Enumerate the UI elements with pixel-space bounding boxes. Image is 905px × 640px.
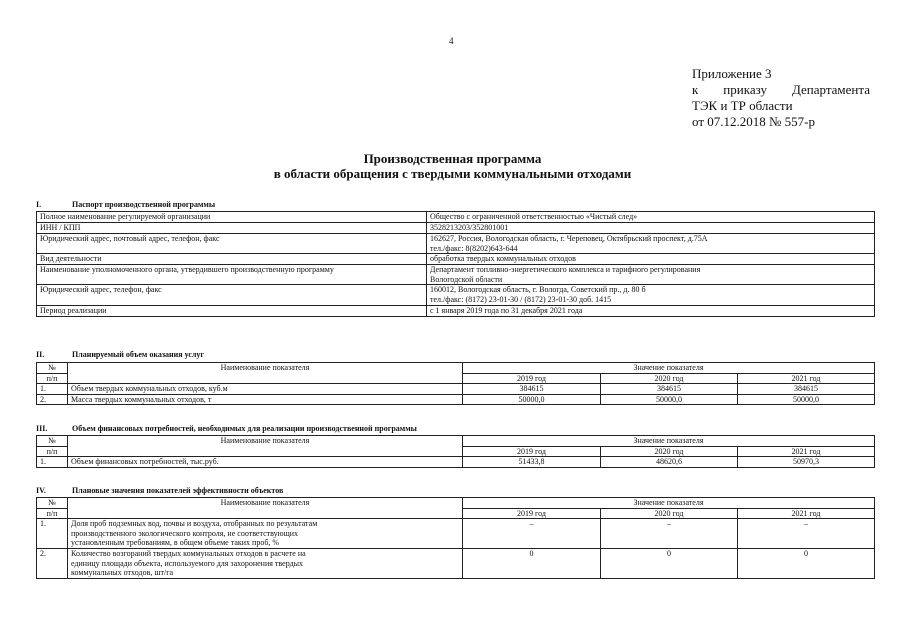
col-num-header-2: п/п bbox=[37, 446, 68, 457]
section-1-heading bbox=[36, 200, 874, 210]
section-3-number: III. bbox=[36, 424, 48, 433]
table-row bbox=[37, 305, 875, 316]
efficiency-table bbox=[36, 497, 875, 579]
passport-label: Период реализации bbox=[37, 305, 427, 316]
table-row bbox=[37, 394, 875, 405]
section-4-number: IV. bbox=[36, 486, 46, 495]
col-value-header: Значение показателя bbox=[463, 363, 875, 374]
title-line-2: в области обращения с твердыми коммунальными отходами bbox=[273, 166, 632, 181]
row-value: 0 bbox=[463, 548, 601, 578]
finance-table bbox=[36, 435, 875, 468]
row-value: 384615 bbox=[601, 384, 738, 395]
row-name bbox=[68, 519, 463, 549]
row-name-line: Количество возгораний твердых коммунальных отходов в расчете на bbox=[71, 548, 306, 558]
table-row bbox=[37, 457, 875, 468]
section-4-title: Плановые значения показателей эффективности объектов bbox=[72, 486, 284, 495]
passport-value-line: тел./факс: (8172) 23-01-30 / (8172) 23-01-30 доб. 1415 bbox=[430, 294, 612, 304]
row-value: 0 bbox=[738, 548, 875, 578]
year-header: 2019 год bbox=[463, 373, 601, 384]
table-header-row bbox=[37, 363, 875, 374]
passport-table bbox=[36, 211, 875, 317]
row-number: 1. bbox=[37, 457, 68, 468]
section-3-title: Объем финансовых потребностей, необходимых для реализации производственной программы bbox=[72, 424, 417, 433]
col-num-header: № bbox=[37, 498, 68, 509]
table-header-row bbox=[37, 436, 875, 447]
passport-value-line: Департамент топливно-энергетического комплекса и тарифного регулирования bbox=[430, 265, 701, 275]
table-row bbox=[37, 223, 875, 234]
col-name-header: Наименование показателя bbox=[68, 498, 463, 519]
table-row bbox=[37, 254, 875, 265]
table-row bbox=[37, 212, 875, 223]
section-1-number: I. bbox=[36, 200, 42, 209]
passport-label: ИНН / КПП bbox=[37, 223, 427, 234]
table-row bbox=[37, 265, 875, 285]
col-num-header: № bbox=[37, 363, 68, 374]
row-value: 50000,0 bbox=[463, 394, 601, 405]
section-3-heading bbox=[36, 424, 874, 434]
row-name-line: Доля проб подземных вод, почвы и воздуха, отобранных по результатам bbox=[71, 519, 318, 529]
services-table bbox=[36, 362, 875, 405]
row-value: 0 bbox=[601, 548, 738, 578]
table-row bbox=[37, 519, 875, 549]
year-header: 2020 год bbox=[601, 446, 738, 457]
appendix-block bbox=[692, 66, 870, 130]
section-1-title: Паспорт производственной программы bbox=[72, 200, 216, 209]
row-value: 384615 bbox=[463, 384, 601, 395]
col-name-header: Наименование показателя bbox=[68, 363, 463, 384]
passport-value: Общество с ограниченной ответственностью «Чистый след» bbox=[427, 212, 875, 223]
row-number: 1. bbox=[37, 384, 68, 395]
table-header-row bbox=[37, 498, 875, 509]
table-row bbox=[37, 384, 875, 395]
year-header: 2019 год bbox=[463, 508, 601, 519]
passport-value: обработка твердых коммунальных отходов bbox=[427, 254, 875, 265]
row-number: 2. bbox=[37, 548, 68, 578]
row-name: Объем твердых коммунальных отходов, куб.м bbox=[68, 384, 463, 395]
row-name-line: коммунальных отходов, шт/га bbox=[71, 568, 174, 578]
col-num-header-2: п/п bbox=[37, 373, 68, 384]
row-number: 2. bbox=[37, 394, 68, 405]
year-header: 2021 год bbox=[738, 373, 875, 384]
row-name-line: установленным требованиям, в общем объеме таких проб, % bbox=[71, 538, 280, 548]
row-number: 1. bbox=[37, 519, 68, 549]
row-name: Масса твердых коммунальных отходов, т bbox=[68, 394, 463, 405]
page-number: 4 bbox=[449, 36, 454, 46]
year-header: 2021 год bbox=[738, 446, 875, 457]
year-header: 2019 год bbox=[463, 446, 601, 457]
row-value: – bbox=[601, 519, 738, 549]
appendix-line-3: ТЭК и ТР области bbox=[692, 98, 793, 113]
year-header: 2020 год bbox=[601, 373, 738, 384]
passport-value-line: 162627, Россия, Вологодская область, г. Череповец, Октябрьский проспект, д.75А bbox=[430, 234, 708, 243]
passport-value-line: Вологодской области bbox=[430, 274, 503, 284]
section-4-heading bbox=[36, 486, 874, 496]
row-value: 384615 bbox=[738, 384, 875, 395]
passport-value: с 1 января 2019 года по 31 декабря 2021 года bbox=[427, 305, 875, 316]
passport-label: Юридический адрес, телефон, факс bbox=[37, 285, 427, 305]
table-row bbox=[37, 234, 875, 254]
appendix-line-1: Приложение 3 bbox=[692, 66, 772, 81]
passport-label: Вид деятельности bbox=[37, 254, 427, 265]
section-2-number: II. bbox=[36, 350, 45, 359]
passport-label: Наименование уполномоченного органа, утвердившего производственную программу bbox=[37, 265, 427, 285]
passport-value bbox=[427, 265, 875, 285]
passport-value: 3528213203/352801001 bbox=[427, 223, 875, 234]
section-2-heading bbox=[36, 350, 874, 360]
col-value-header: Значение показателя bbox=[463, 498, 875, 509]
appendix-line-4: от 07.12.2018 № 557-р bbox=[692, 114, 815, 129]
document-title bbox=[0, 151, 905, 181]
col-num-header: № bbox=[37, 436, 68, 447]
appendix-line-2: к приказу Департамента bbox=[692, 82, 870, 97]
table-row bbox=[37, 548, 875, 578]
col-name-header: Наименование показателя bbox=[68, 436, 463, 457]
row-value: – bbox=[738, 519, 875, 549]
section-2-title: Планируемый объем оказания услуг bbox=[72, 350, 205, 359]
row-name bbox=[68, 548, 463, 578]
row-name-line: производственного экологического контроля, не соответствующих bbox=[71, 528, 299, 538]
row-value: 48620,6 bbox=[601, 457, 738, 468]
row-value: 50000,0 bbox=[601, 394, 738, 405]
row-value: 50970,3 bbox=[738, 457, 875, 468]
title-line-1: Производственная программа bbox=[363, 151, 542, 166]
row-value: 50000,0 bbox=[738, 394, 875, 405]
passport-value bbox=[427, 234, 875, 254]
col-num-header-2: п/п bbox=[37, 508, 68, 519]
passport-value-line: 160012, Вологодская область, г. Вологда, Советский пр., д. 80 б bbox=[430, 285, 646, 295]
row-name: Объем финансовых потребностей, тыс.руб. bbox=[68, 457, 463, 468]
col-value-header: Значение показателя bbox=[463, 436, 875, 447]
passport-value bbox=[427, 285, 875, 305]
year-header: 2021 год bbox=[738, 508, 875, 519]
year-header: 2020 год bbox=[601, 508, 738, 519]
row-value: – bbox=[463, 519, 601, 549]
passport-label: Полное наименование регулируемой организации bbox=[37, 212, 427, 223]
row-name-line: единицу площади объекта, используемого для захоронения твердых bbox=[71, 558, 304, 568]
table-row bbox=[37, 285, 875, 305]
row-value: 51433,8 bbox=[463, 457, 601, 468]
passport-value-line: тел./факс: 8(8202)643-644 bbox=[430, 243, 518, 253]
passport-label: Юридический адрес, почтовый адрес, телефон, факс bbox=[37, 234, 427, 254]
